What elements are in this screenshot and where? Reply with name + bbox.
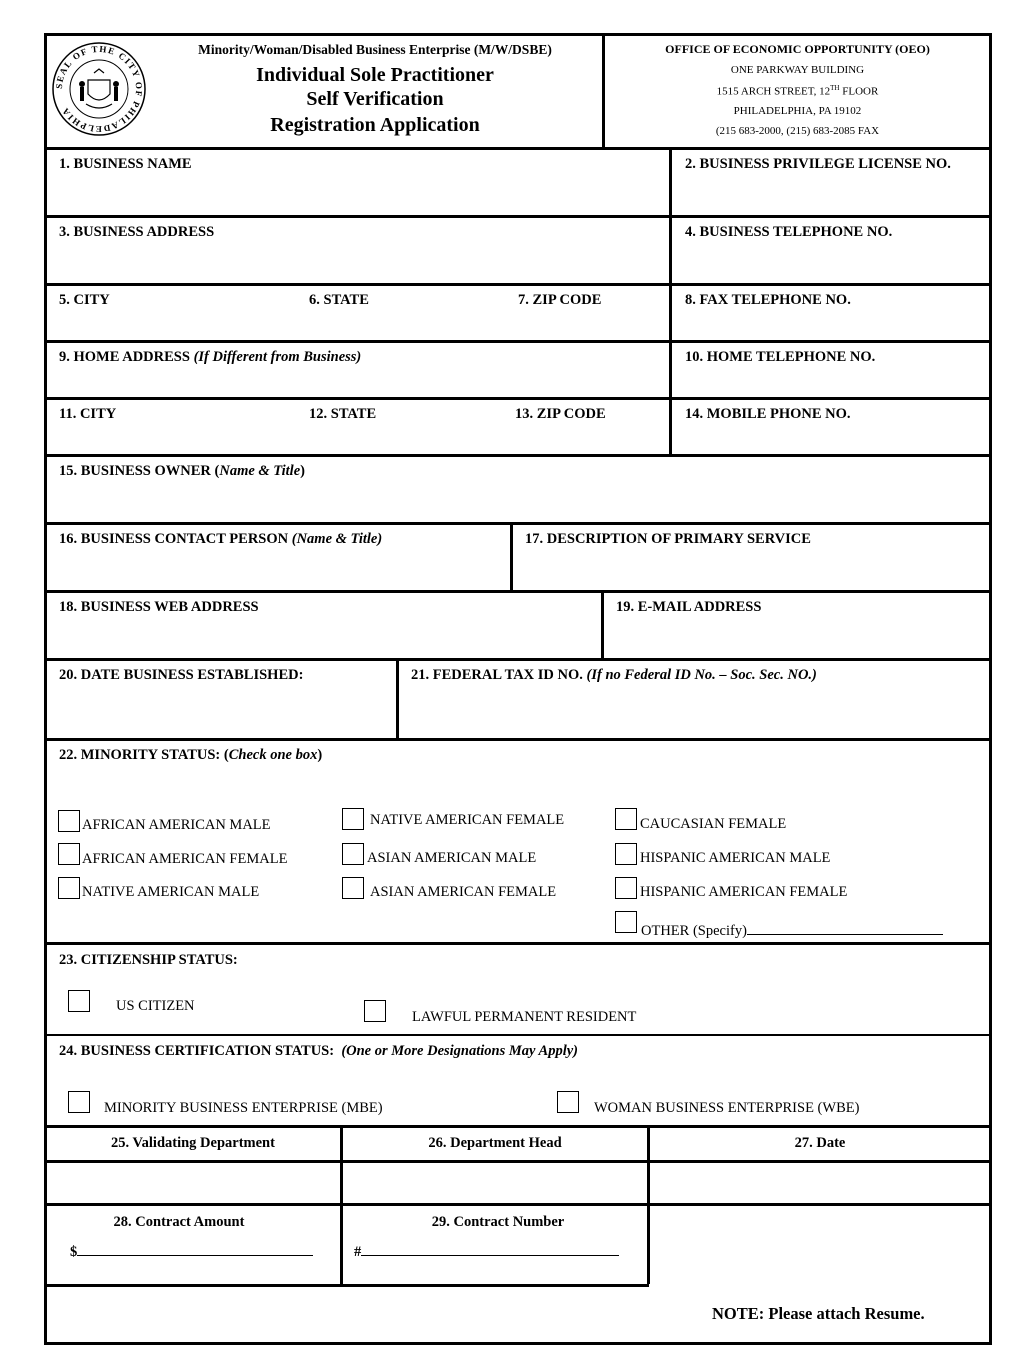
home-telephone-label: 10. HOME TELEPHONE NO. [685,349,876,365]
home-city-label: 11. CITY [59,406,117,422]
rule-row10 [44,942,992,945]
checkbox-hispanic-american-female[interactable] [615,877,637,899]
business-web-address-label: 18. BUSINESS WEB ADDRESS [59,599,259,615]
home-state-label: 12. STATE [309,406,377,422]
option-us-citizen: US CITIZEN [116,998,195,1014]
rule-row12 [44,1125,992,1128]
certification-status-label: 24. BUSINESS CERTIFICATION STATUS: (One or More Designations May Apply) [59,1043,579,1059]
checkbox-african-american-female[interactable] [58,843,80,865]
checkbox-us-citizen[interactable] [68,990,90,1012]
option-caucasian-female: CAUCASIAN FEMALE [640,816,787,832]
office-phone: (215 683-2000, (215) 683-2085 FAX [715,125,880,137]
business-contact-label: 16. BUSINESS CONTACT PERSON (Name & Title) [59,531,383,547]
rule-row4 [44,397,992,400]
contract-number-label: 29. Contract Number [431,1214,565,1230]
validating-department-label: 25. Validating Department [111,1135,275,1151]
option-mbe: MINORITY BUSINESS ENTERPRISE (MBE) [104,1100,383,1116]
form-title-line3: Registration Application [270,114,480,136]
col-divider-18-19 [601,590,604,658]
form-title-line2: Self Verification [306,88,444,110]
validating-department-field[interactable] [47,1163,339,1202]
business-privilege-license-label: 2. BUSINESS PRIVILEGE LICENSE NO. [685,156,951,172]
rule-row3 [44,340,992,343]
rule-row5 [44,454,992,457]
option-native-american-female: NATIVE AMERICAN FEMALE [370,812,565,828]
minority-status-label: 22. MINORITY STATUS: (Check one box) [59,747,323,763]
option-hispanic-american-female: HISPANIC AMERICAN FEMALE [640,884,848,900]
office-building: ONE PARKWAY BUILDING [730,64,865,76]
rule-row2 [44,283,992,286]
checkbox-lawful-permanent-resident[interactable] [364,1000,386,1022]
col-divider-20-21 [396,658,399,738]
checkbox-asian-american-male[interactable] [342,843,364,865]
rule-row1 [44,215,992,218]
office-name: OFFICE OF ECONOMIC OPPORTUNITY (OEO) [665,42,930,56]
department-head-label: 26. Department Head [428,1135,562,1151]
checkbox-mbe[interactable] [68,1091,90,1113]
rule-row14 [44,1203,992,1206]
contract-amount-line: $ [70,1241,313,1260]
business-name-label: 1. BUSINESS NAME [59,156,192,172]
federal-tax-id-label: 21. FEDERAL TAX ID NO. (If no Federal ID No. – Soc. Sec. NO.) [411,667,817,683]
form-title-line1: Individual Sole Practitioner [256,64,494,86]
home-zip-code-label: 13. ZIP CODE [515,406,606,422]
rule-row11 [44,1034,992,1036]
business-owner-label: 15. BUSINESS OWNER (Name & Title) [59,463,305,479]
option-asian-american-female: ASIAN AMERICAN FEMALE [370,884,557,900]
city-label: 5. CITY [59,292,110,308]
rule-row9 [44,738,992,741]
option-hispanic-american-male: HISPANIC AMERICAN MALE [640,850,831,866]
citizenship-status-label: 23. CITIZENSHIP STATUS: [59,952,238,968]
city-seal [50,40,148,138]
checkbox-wbe[interactable] [557,1091,579,1113]
option-lawful-permanent-resident: LAWFUL PERMANENT RESIDENT [412,1009,637,1025]
checkbox-asian-american-female[interactable] [342,877,364,899]
office-city: PHILADELPHIA, PA 19102 [733,105,862,117]
rule-header [44,147,992,150]
date-field[interactable] [651,1163,989,1202]
checkbox-african-american-male[interactable] [58,810,80,832]
seal-icon [50,40,148,138]
option-wbe: WOMAN BUSINESS ENTERPRISE (WBE) [594,1100,860,1116]
office-street: 1515 ARCH STREET, 12TH FLOOR [716,84,879,98]
program-name: Minority/Woman/Disabled Business Enterprise (M/W/DSBE) [198,42,552,57]
date-label: 27. Date [794,1135,846,1151]
option-african-american-male: AFRICAN AMERICAN MALE [82,817,271,833]
fax-telephone-label: 8. FAX TELEPHONE NO. [685,292,851,308]
option-asian-american-male: ASIAN AMERICAN MALE [367,850,537,866]
checkbox-native-american-female[interactable] [342,808,364,830]
checkbox-caucasian-female[interactable] [615,808,637,830]
home-address-label: 9. HOME ADDRESS (If Different from Business) [59,349,362,365]
zip-code-label: 7. ZIP CODE [518,292,602,308]
primary-service-label: 17. DESCRIPTION OF PRIMARY SERVICE [525,531,811,547]
contract-number-line: # [354,1241,619,1260]
rule-row8 [44,658,992,661]
resume-note: NOTE: Please attach Resume. [712,1304,925,1323]
option-other: OTHER (Specify) [641,920,943,939]
mobile-phone-label: 14. MOBILE PHONE NO. [685,406,851,422]
department-head-field[interactable] [344,1163,646,1202]
rule-row7 [44,590,992,593]
rule-row15 [44,1284,649,1287]
col-divider-right [669,147,672,454]
checkbox-native-american-male[interactable] [58,877,80,899]
contract-amount-label: 28. Contract Amount [113,1214,245,1230]
seal-text: SEAL OF THE CITY OF PHILADELPHIA [53,43,145,135]
state-label: 6. STATE [309,292,369,308]
option-native-american-male: NATIVE AMERICAN MALE [82,884,260,900]
checkbox-other[interactable] [615,911,637,933]
email-address-label: 19. E-MAIL ADDRESS [616,599,762,615]
other-specify-line[interactable] [747,920,943,935]
svg-text:SEAL OF THE CITY OF PHILADELPH [54,44,144,134]
checkbox-hispanic-american-male[interactable] [615,843,637,865]
business-telephone-label: 4. BUSINESS TELEPHONE NO. [685,224,893,240]
contract-amount-input[interactable] [77,1241,313,1256]
option-african-american-female: AFRICAN AMERICAN FEMALE [82,851,288,867]
date-established-label: 20. DATE BUSINESS ESTABLISHED: [59,667,304,683]
business-address-label: 3. BUSINESS ADDRESS [59,224,215,240]
col-divider-16-17 [510,522,513,590]
rule-row6 [44,522,992,525]
contract-number-input[interactable] [361,1241,619,1256]
